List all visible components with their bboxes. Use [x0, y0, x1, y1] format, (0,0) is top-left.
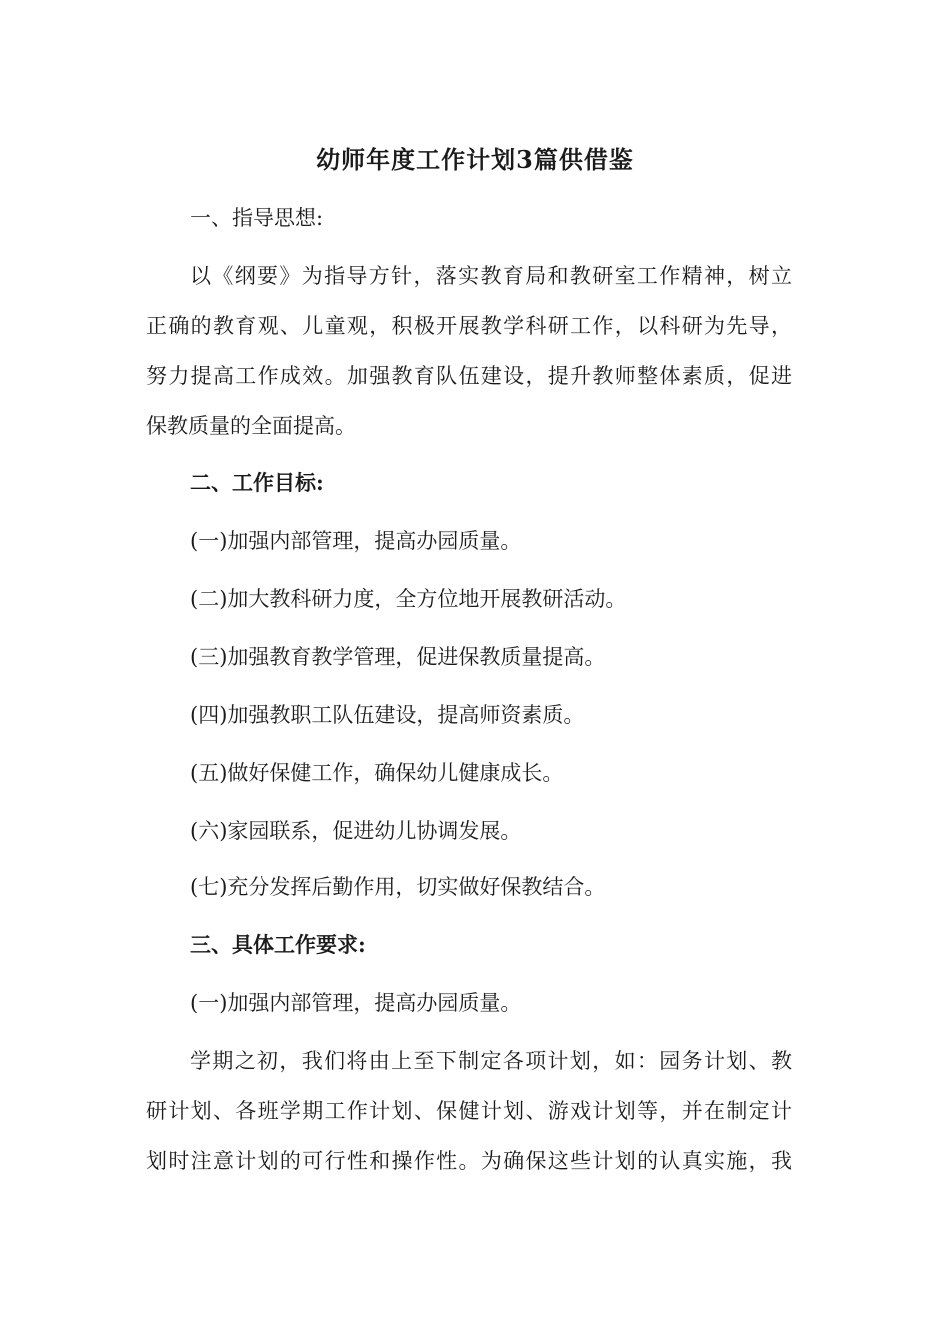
subsection-heading: (一)加强内部管理，提高办园质量。 — [190, 991, 522, 1015]
paragraph-line: 以《纲要》为指导方针，落实教育局和教研室工作精神，树立 — [190, 264, 792, 288]
list-item: (六)家园联系，促进幼儿协调发展。 — [190, 819, 522, 843]
document-title: 幼师年度工作计划3篇供借鉴 — [316, 145, 634, 174]
section-heading-specific-requirements: 三、具体工作要求: — [190, 932, 366, 957]
paragraph-line: 努力提高工作成效。加强教育队伍建设，提升教师整体素质，促进 — [146, 364, 792, 388]
list-item: (一)加强内部管理，提高办园质量。 — [190, 529, 522, 553]
section-heading-work-goals: 二、工作目标: — [190, 470, 324, 495]
section-heading-guiding-thought: 一、指导思想: — [190, 206, 324, 230]
list-item: (七)充分发挥后勤作用，切实做好保教结合。 — [190, 875, 606, 899]
paragraph-line: 研计划、各班学期工作计划、保健计划、游戏计划等，并在制定计 — [146, 1099, 792, 1123]
list-item: (三)加强教育教学管理，促进保教质量提高。 — [190, 645, 606, 669]
paragraph-line: 学期之初，我们将由上至下制定各项计划，如：园务计划、教 — [190, 1049, 792, 1073]
list-item: (五)做好保健工作，确保幼儿健康成长。 — [190, 761, 564, 785]
paragraph-line: 正确的教育观、儿童观，积极开展教学科研工作，以科研为先导， — [146, 314, 792, 338]
list-item: (二)加大教科研力度，全方位地开展教研活动。 — [190, 587, 627, 611]
paragraph-line: 划时注意计划的可行性和操作性。为确保这些计划的认真实施，我 — [146, 1149, 792, 1173]
paragraph-line: 保教质量的全面提高。 — [146, 414, 356, 438]
list-item: (四)加强教职工队伍建设，提高师资素质。 — [190, 703, 585, 727]
